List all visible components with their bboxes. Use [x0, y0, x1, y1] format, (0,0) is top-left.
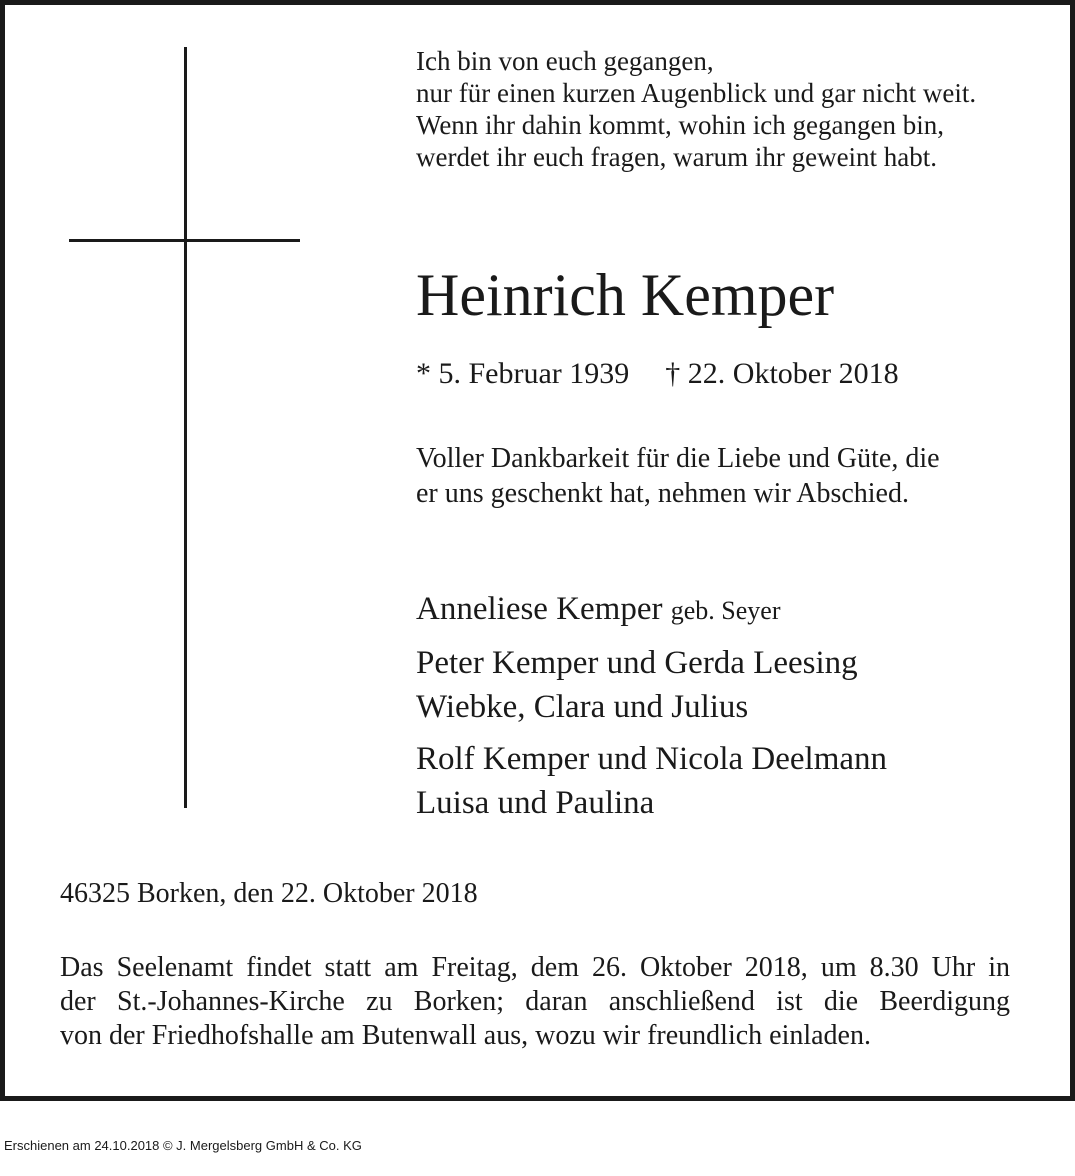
thanks-text	[416, 441, 1036, 511]
family-line: Peter Kemper und Gerda Leesing	[416, 645, 858, 681]
funeral-line: der St.-Johannes-Kirche zu Borken; daran anschließend ist die Beerdigung	[60, 986, 1010, 1017]
funeral-line: von der Friedhofshalle am Butenwall aus, wozu wir freundlich einladen.	[60, 1020, 871, 1051]
funeral-notice	[60, 951, 1010, 1053]
thanks-line: er uns geschenkt hat, nehmen wir Abschied.	[416, 478, 909, 509]
family-line: Rolf Kemper und Nicola Deelmann	[416, 741, 888, 777]
publication-footer: Erschienen am 24.10.2018 © J. Mergelsberg GmbH & Co. KG	[4, 1138, 362, 1153]
poem-line: Ich bin von euch gegangen,	[416, 46, 714, 76]
widow	[416, 587, 1056, 633]
death-date: † 22. Oktober 2018	[665, 357, 899, 390]
funeral-line: Das Seelenamt findet statt am Freitag, dem 26. Oktober 2018, um 8.30 Uhr in	[60, 952, 1010, 983]
family-children: Luisa und Paulina	[416, 785, 655, 821]
poem-line: werdet ihr euch fragen, warum ihr geweint habt.	[416, 142, 938, 172]
widow-maiden-name: geb. Seyer	[670, 596, 781, 625]
poem	[416, 45, 1036, 173]
cross-icon-vertical-bar	[184, 47, 187, 808]
poem-line: Wenn ihr dahin kommt, wohin ich gegangen bin,	[416, 110, 944, 140]
poem-line: nur für einen kurzen Augenblick und gar nicht weit.	[416, 78, 977, 108]
thanks-line: Voller Dankbarkeit für die Liebe und Güte, die	[416, 443, 940, 474]
life-dates	[416, 354, 899, 394]
family-children: Wiebke, Clara und Julius	[416, 689, 749, 725]
deceased-name: Heinrich Kemper	[416, 262, 835, 328]
birth-date: * 5. Februar 1939	[416, 357, 630, 390]
place-and-date: 46325 Borken, den 22. Oktober 2018	[60, 878, 478, 909]
widow-name: Anneliese Kemper	[416, 591, 663, 627]
cross-icon-horizontal-bar	[69, 239, 300, 242]
mourners-list	[416, 587, 1056, 825]
